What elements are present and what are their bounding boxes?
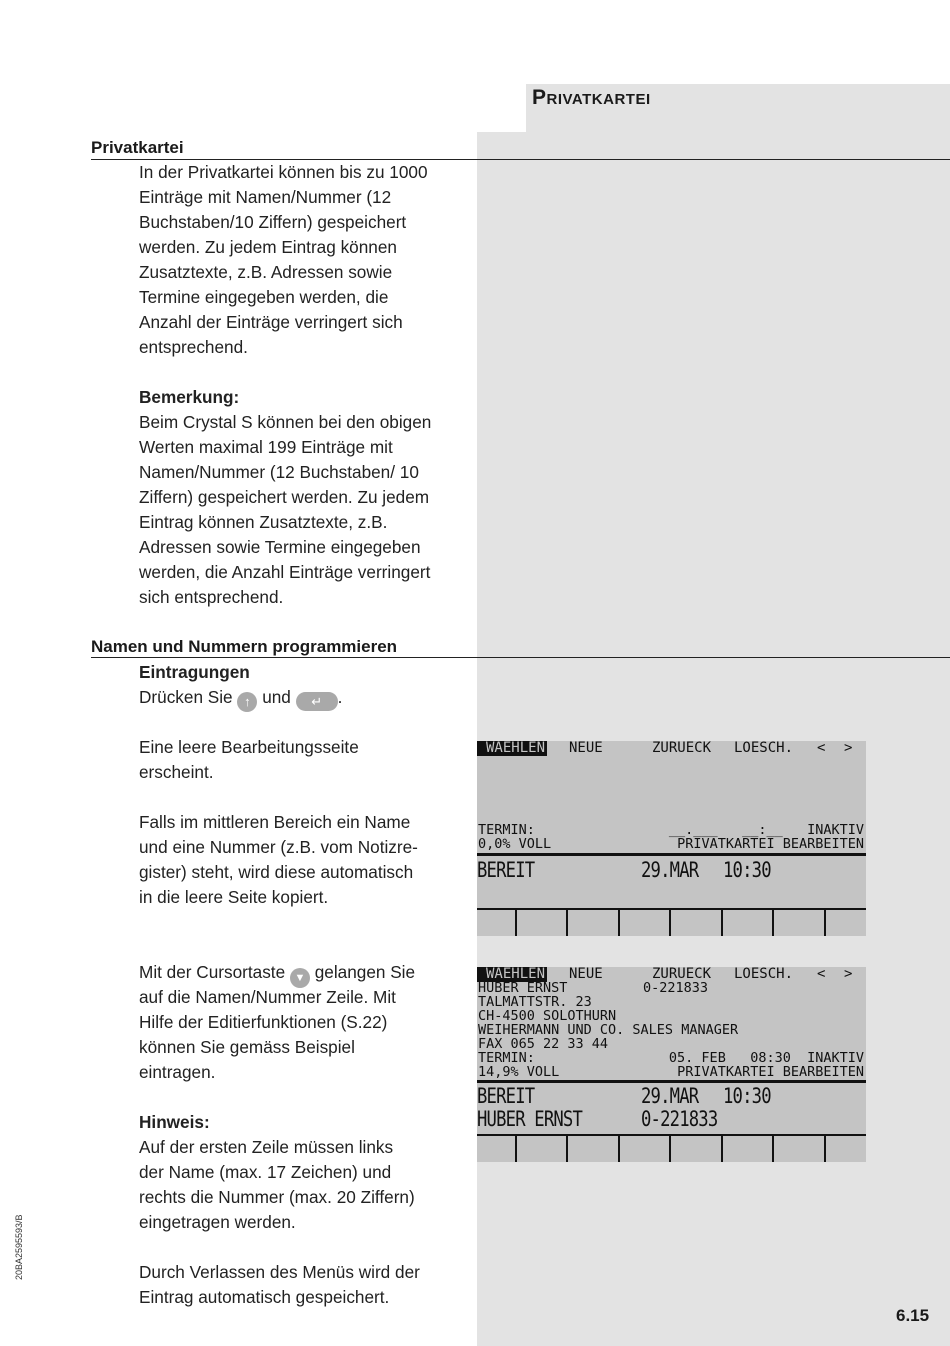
down-arrow-key-icon: ▼ — [290, 968, 310, 988]
edit-paragraph: auf die Namen/Nummer Zeile. Mit Hilfe der Editierfunktionen (S.22) können Sie gemäss Beispiel eintragen. — [139, 987, 396, 1082]
menu-next[interactable]: > — [844, 967, 853, 982]
cursor-suffix: gelangen Sie — [314, 962, 416, 982]
softkey-divider — [772, 1136, 774, 1162]
lcd-separator — [477, 1080, 866, 1083]
enter-key-icon: ↵ — [296, 692, 338, 711]
lcd-termin-values: 05. FEB 08:30 INAKTIV — [668, 1050, 864, 1066]
softkey-divider — [618, 1136, 620, 1162]
softkey-divider — [824, 1136, 826, 1162]
lcd-fill-level: 14,9% VOLL — [478, 1064, 560, 1080]
lcd-date: 29.MAR — [641, 1084, 699, 1108]
lcd-separator — [477, 853, 866, 856]
lcd-entry-name: HUBER ERNST — [478, 980, 568, 996]
softkey-divider — [566, 910, 568, 936]
menu-loesch[interactable]: LOESCH. — [734, 967, 794, 982]
menu-next[interactable]: > — [844, 741, 853, 756]
lcd-status: BEREIT — [477, 1084, 535, 1108]
section-title-privatkartei: Privatkartei — [91, 138, 184, 157]
menu-zurueck[interactable]: ZURUECK — [652, 741, 712, 756]
softkey-divider — [772, 910, 774, 936]
lcd-time: 10:30 — [723, 1084, 771, 1108]
lcd-menu-bar — [477, 741, 866, 756]
lcd-termin-label: TERMIN: — [478, 822, 535, 838]
lcd-fax: FAX 065 22 33 44 — [478, 1036, 609, 1052]
document-code: 20BA2595593/B — [14, 1214, 24, 1280]
softkey-divider — [669, 1136, 671, 1162]
lcd-company: WEIHERMANN UND CO. SALES MANAGER — [478, 1022, 739, 1038]
cursor-key-line — [139, 960, 469, 988]
lcd-mode: PRIVATKARTEI BEARBEITEN — [677, 1064, 864, 1080]
hint-paragraph: Auf der ersten Zeile müssen links der Name (max. 17 Zeichen) und rechts die Nummer (max. 20 Ziffern) eingetragen werden. — [139, 1137, 415, 1232]
cursor-prefix: Mit der Cursortaste — [139, 962, 286, 982]
lcd-fill-level: 0,0% VOLL — [478, 836, 552, 852]
intro-paragraph: In der Privatkartei können bis zu 1000 Einträge mit Namen/Nummer (12 Buchstaben/10 Ziffern) gespeichert werden. Zu jedem Eintrag können Zusatztexte, z.B. Adressen sowie Termine eingegeben werden, die Anzahl der Einträge verringert sich entsprechend. — [139, 162, 428, 357]
lcd-status: BEREIT — [477, 858, 535, 882]
lcd-date: 29.MAR — [641, 858, 699, 882]
menu-waehlen[interactable]: WAEHLEN — [477, 967, 547, 982]
up-arrow-key-icon: ↑ — [237, 692, 257, 712]
section-title-programmieren: Namen und Nummern programmieren — [91, 637, 398, 656]
empty-page-paragraph: Eine leere Bearbeitungsseite erscheint. — [139, 737, 359, 782]
note-label: Bemerkung: — [139, 387, 240, 407]
copy-paragraph: Falls im mittleren Bereich ein Name und eine Nummer (z.B. vom Notizre- gister) steht, wird diese automatisch in die leere Seite kopiert. — [139, 812, 418, 907]
softkey-divider — [721, 1136, 723, 1162]
lcd-big-entry-name: HUBER ERNST — [477, 1107, 583, 1131]
lcd-address-street: TALMATTSTR. 23 — [478, 994, 592, 1010]
save-paragraph: Durch Verlassen des Menüs wird der Eintrag automatisch gespeichert. — [139, 1262, 420, 1307]
softkey-divider — [721, 910, 723, 936]
menu-waehlen[interactable]: WAEHLEN — [477, 741, 547, 756]
lcd-termin-label: TERMIN: — [478, 1050, 535, 1066]
press-prefix: Drücken Sie — [139, 687, 233, 707]
softkey-divider — [515, 1136, 517, 1162]
menu-neue[interactable]: NEUE — [569, 741, 603, 756]
subheading-eintragungen: Eintragungen — [139, 662, 250, 682]
press-keys-line — [139, 685, 469, 712]
lcd-big-entry-number: 0-221833 — [641, 1107, 718, 1131]
softkey-divider — [618, 910, 620, 936]
softkey-divider — [566, 1136, 568, 1162]
menu-zurueck[interactable]: ZURUECK — [652, 967, 712, 982]
softkey-divider — [515, 910, 517, 936]
menu-loesch[interactable]: LOESCH. — [734, 741, 794, 756]
press-suffix: . — [337, 687, 343, 707]
page-title: Privatkartei — [532, 86, 651, 109]
menu-neue[interactable]: NEUE — [569, 967, 603, 982]
menu-prev[interactable]: < — [817, 741, 826, 756]
lcd-display-empty — [477, 741, 866, 936]
section-rule — [91, 657, 950, 658]
page-number: 6.15 — [896, 1306, 930, 1325]
softkey-divider — [669, 910, 671, 936]
lcd-entry-number: 0-221833 — [643, 980, 709, 996]
menu-prev[interactable]: < — [817, 967, 826, 982]
lcd-softkey-row — [477, 1134, 866, 1162]
margin-column — [477, 132, 950, 1346]
hint-label: Hinweis: — [139, 1112, 210, 1132]
lcd-display-filled — [477, 967, 866, 1162]
lcd-time: 10:30 — [723, 858, 771, 882]
lcd-termin-values: __.___ __:__ INAKTIV — [668, 822, 864, 838]
press-and: und — [262, 687, 291, 707]
lcd-mode: PRIVATKARTEI BEARBEITEN — [677, 836, 864, 852]
note-paragraph: Beim Crystal S können bei den obigen Werten maximal 199 Einträge mit Namen/Nummer (12 Buchstaben/ 10 Ziffern) gespeichert werden. Zu jedem Eintrag können Zusatztexte, z.B. Adressen sowie Termine eingegeben werden, die Anzahl Einträge verringert sich entsprechend. — [139, 412, 432, 607]
lcd-address-city: CH-4500 SOLOTHURN — [478, 1008, 617, 1024]
lcd-softkey-row — [477, 908, 866, 936]
softkey-divider — [824, 910, 826, 936]
